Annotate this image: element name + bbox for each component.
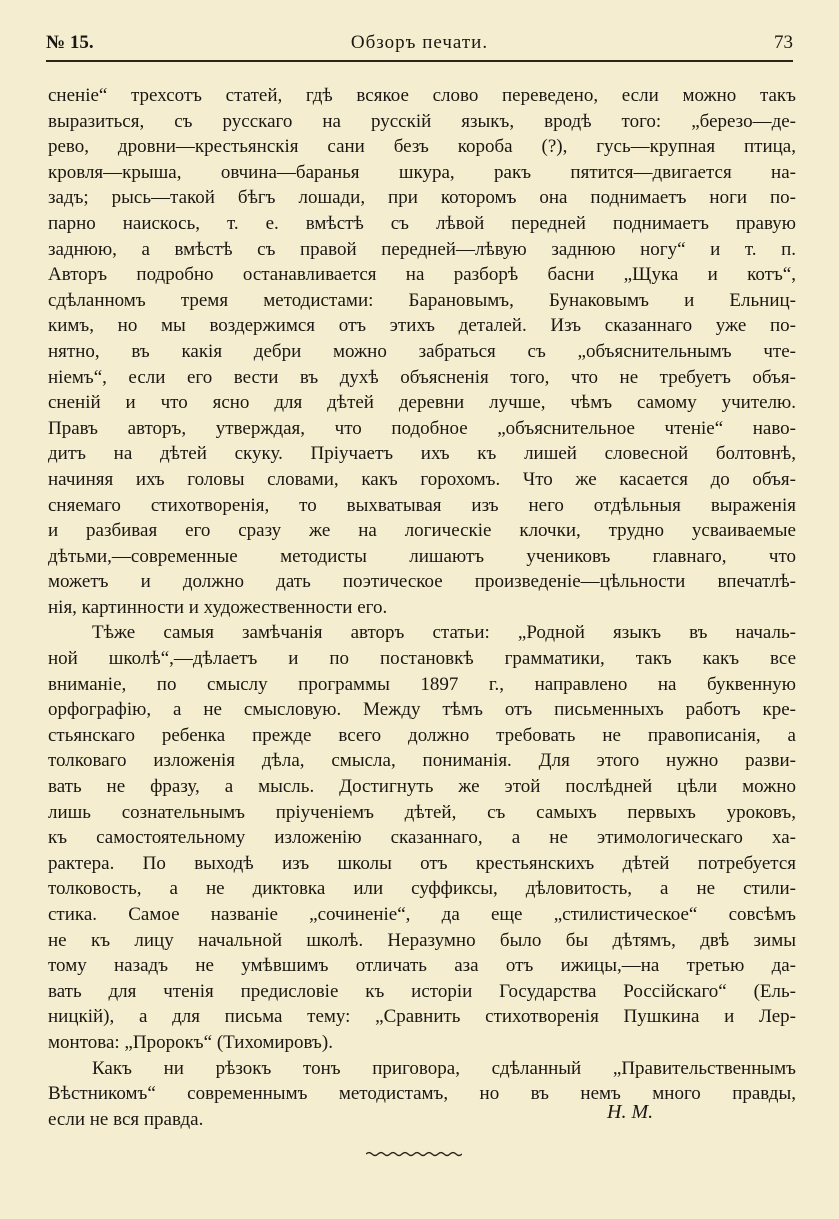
- text-line: сненій и что ясно для дѣтей деревни лучше, чѣмъ самому учителю.: [48, 392, 796, 414]
- page-number: 73: [774, 32, 793, 53]
- text-line: орфографію, а не смысловую. Между тѣмъ отъ письменныхъ работъ кре-: [48, 699, 796, 721]
- end-ornament: [366, 1150, 462, 1158]
- text-line: сненіе“ трехсотъ статей, гдѣ всякое слово переведено, если можно такъ: [48, 85, 796, 106]
- text-line: нія, картинности и художественности его.: [48, 596, 388, 618]
- text-line: Тѣже самыя замѣчанія авторъ статьи: „Родной языкъ въ началь-: [92, 622, 796, 644]
- text-line: вать не фразу, а мысль. Достигнуть же этой послѣдней цѣли можно: [48, 776, 796, 798]
- header-rule: [46, 60, 793, 62]
- text-line: если не вся правда.: [48, 1108, 204, 1130]
- text-line: толковость, а не диктовка или суффиксы, дѣловитость, а не стили-: [48, 878, 796, 900]
- page-header: [46, 32, 793, 58]
- text-line: монтова: „Пророкъ“ (Тихомировъ).: [48, 1031, 333, 1053]
- text-line: ніемъ“, если его вести въ духѣ объясненія того, что не требуетъ объя-: [48, 366, 796, 388]
- text-line: можетъ и должно дать поэтическое произведеніе—цѣльности впечатлѣ-: [48, 571, 796, 593]
- article-body: [48, 83, 796, 1132]
- text-line: ницкій), а для письма тему: „Сравнить стихотворенія Пушкина и Лер-: [48, 1006, 796, 1028]
- text-line: и разбивая его сразу же на логическіе клочки, трудно усваиваемые: [48, 520, 796, 542]
- text-line: Правъ авторъ, утверждая, что подобное „объяснительное чтеніе“ наво-: [48, 417, 796, 439]
- text-line: стьянскаго ребенка прежде всего должно требовать не правописанія, а: [48, 724, 796, 746]
- text-line: толковаго изложенія дѣла, смысла, пониманія. Для этого нужно разви-: [48, 750, 796, 772]
- text-line: лишь сознательнымъ пріученіемъ дѣтей, съ самыхъ первыхъ уроковъ,: [48, 801, 796, 823]
- text-line: заднюю, а вмѣстѣ съ правой передней—лѣвую заднюю ногу“ и т. п.: [48, 238, 796, 260]
- text-line: кимъ, но мы воздержимся отъ этихъ деталей. Изъ сказаннаго уже по-: [48, 315, 796, 337]
- text-line: сняемаго стихотворенія, то выхватывая изъ него отдѣльныя выраженія: [48, 494, 796, 516]
- text-line: задъ; рысь—такой бѣгъ лошади, при которомъ она поднимаетъ ноги по-: [48, 187, 796, 209]
- text-line: выразиться, съ русскаго на русскій языкъ, вродѣ того: „березо—де-: [48, 110, 796, 132]
- text-line: кровля—крыша, овчина—баранья шкура, ракъ пятится—двигается на-: [48, 161, 796, 183]
- text-line: Вѣстникомъ“ современнымъ методистамъ, но въ немъ много правды,: [48, 1083, 796, 1105]
- text-line: Какъ ни рѣзокъ тонъ приговора, сдѣланный „Правительственнымъ: [92, 1057, 796, 1079]
- text-line: парно наискось, т. е. вмѣстѣ съ лѣвой передней поднимаетъ правую: [48, 212, 796, 234]
- text-line: рактера. По выходѣ изъ школы отъ крестьянскихъ дѣтей потребуется: [48, 852, 796, 874]
- text-line: рево, дровни—крестьянскія сани безъ короба (?), гусь—крупная птица,: [48, 136, 796, 158]
- text-line: тому назадъ не умѣвшимъ отличать аза отъ ижицы,—на третью да-: [48, 955, 796, 977]
- text-line: стика. Самое названіе „сочиненіе“, да еще „стилистическое“ совсѣмъ: [48, 904, 796, 925]
- text-line: ной школѣ“,—дѣлаетъ и по постановкѣ грамматики, такъ какъ все: [48, 648, 796, 670]
- text-line: начиняя ихъ головы словами, какъ горохомъ. Что же касается до объя-: [48, 468, 796, 490]
- text-line: вать для чтенія предисловіе къ исторіи Государства Россійскаго“ (Ель-: [48, 980, 796, 1002]
- section-title: Обзоръ печати.: [350, 32, 489, 53]
- text-line: дитъ на дѣтей скуку. Пріучаетъ ихъ къ лишей словесной болтовнѣ,: [48, 443, 796, 465]
- issue-number: № 15.: [46, 32, 94, 53]
- text-line: дѣтьми,—современные методисты лишаютъ учениковъ главнаго, что: [48, 545, 796, 567]
- text-line: Авторъ подробно останавливается на разборѣ басни „Щука и котъ“,: [48, 264, 796, 286]
- text-line: вниманіе, по смыслу программы 1897 г., направлено на буквенную: [48, 673, 796, 695]
- author-signature: Н. М.: [607, 1101, 654, 1123]
- text-line: къ самостоятельному изложенію сказаннаго, а не этимологическаго ха-: [48, 827, 796, 849]
- text-line: сдѣланномъ тремя методистами: Барановымъ, Бунаковымъ и Ельниц-: [48, 289, 796, 311]
- text-line: нятно, въ какія дебри можно забраться съ „объяснительнымъ чте-: [48, 340, 796, 362]
- text-line: не къ лицу начальной школѣ. Неразумно было бы дѣтямъ, двѣ зимы: [48, 929, 796, 951]
